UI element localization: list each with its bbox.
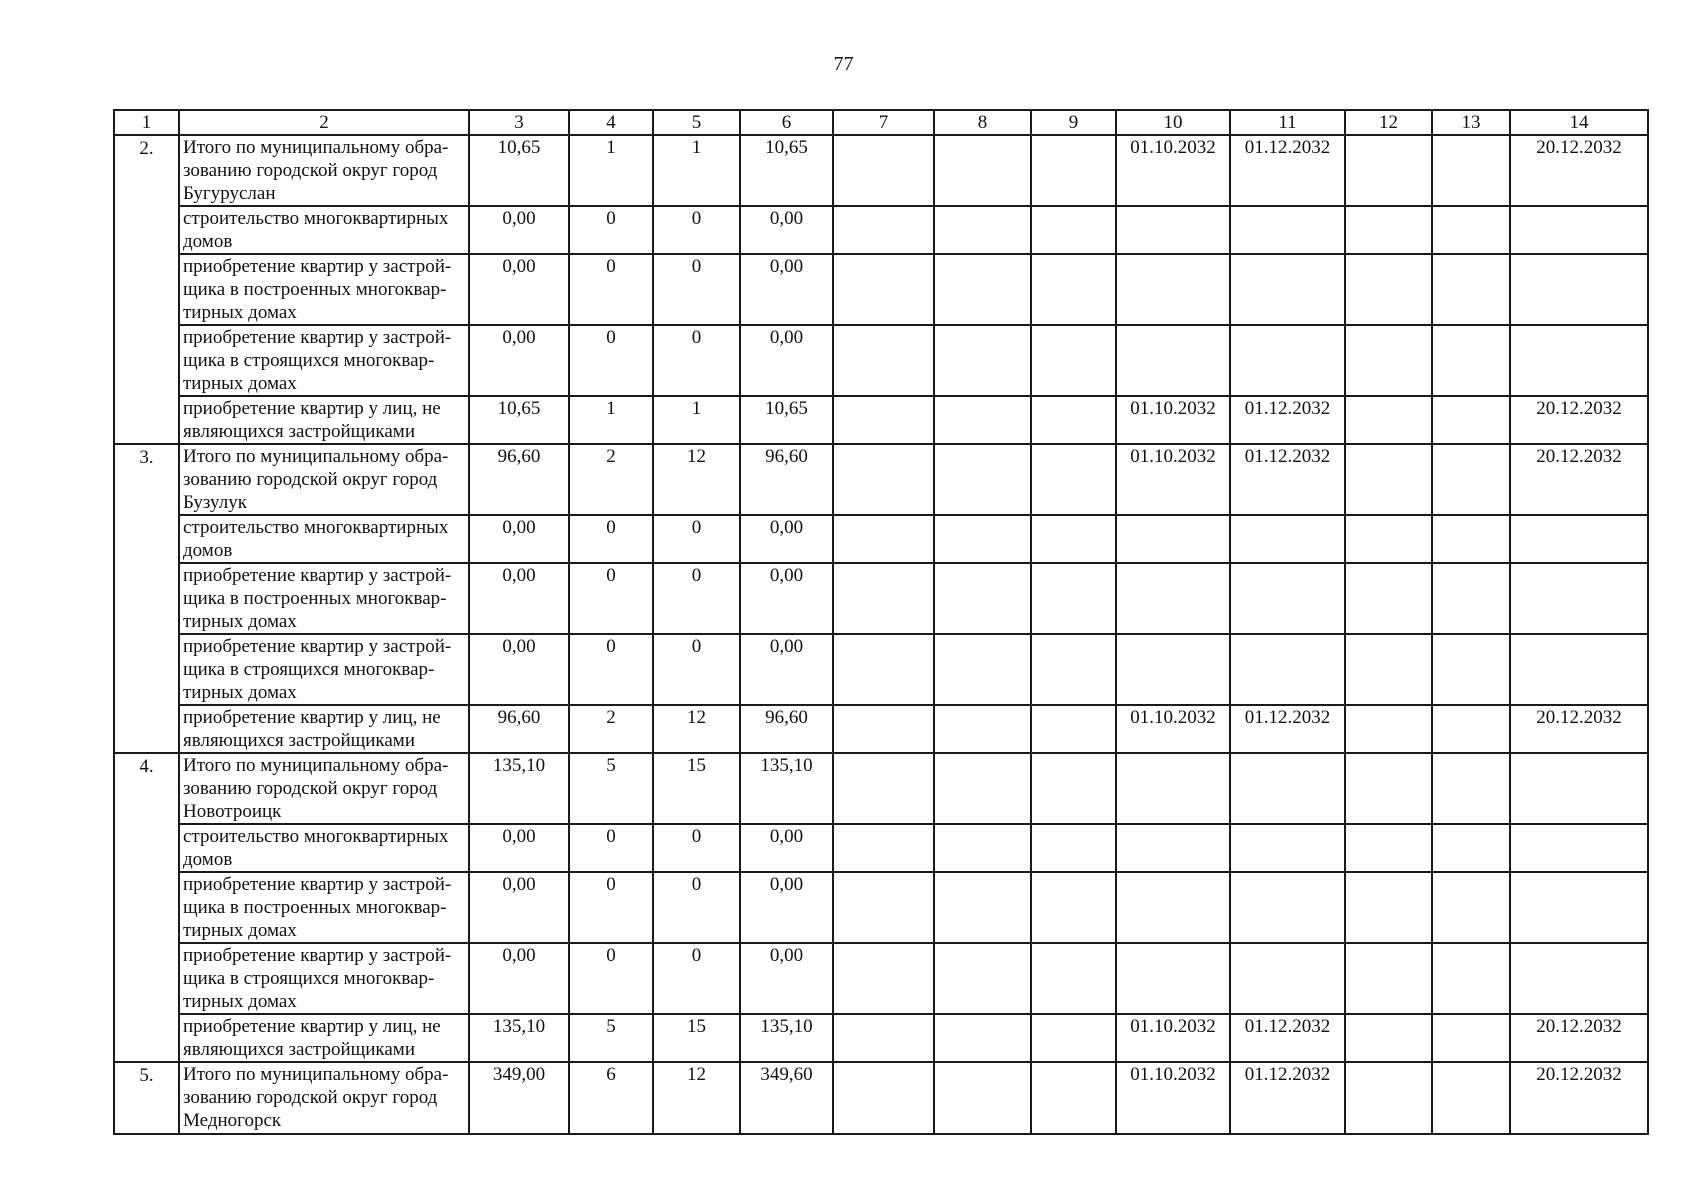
value-cell-3: 10,65: [469, 135, 569, 206]
value-cell-3: 0,00: [469, 943, 569, 1014]
value-cell-4: 2: [569, 705, 653, 753]
date-cell-11: 01.12.2032: [1230, 705, 1345, 753]
empty-cell: [934, 705, 1031, 753]
value-cell-4: 0: [569, 824, 653, 872]
value-cell-4: 0: [569, 943, 653, 1014]
date-cell-14: [1510, 206, 1648, 254]
empty-cell: [1345, 254, 1432, 325]
value-cell-4: 0: [569, 563, 653, 634]
empty-cell: [833, 705, 934, 753]
empty-cell: [833, 753, 934, 824]
value-cell-4: 0: [569, 872, 653, 943]
date-cell-10: [1116, 254, 1230, 325]
value-cell-5: 0: [653, 206, 740, 254]
column-header: 4: [569, 110, 653, 135]
empty-cell: [1031, 1014, 1116, 1062]
empty-cell: [833, 1014, 934, 1062]
empty-cell: [1031, 206, 1116, 254]
description-cell: приобретение квартир у застрой-щика в построенных многоквар-тирных домах: [179, 872, 469, 943]
empty-cell: [833, 634, 934, 705]
date-cell-10: [1116, 563, 1230, 634]
empty-cell: [1432, 1014, 1510, 1062]
value-cell-3: 0,00: [469, 206, 569, 254]
value-cell-5: 0: [653, 943, 740, 1014]
description-cell: Итого по муниципальному обра-зованию городской округ город Бузулук: [179, 444, 469, 515]
value-cell-5: 0: [653, 325, 740, 396]
value-cell-5: 15: [653, 753, 740, 824]
data-table: [113, 109, 1649, 1135]
empty-cell: [934, 824, 1031, 872]
empty-cell: [1432, 872, 1510, 943]
value-cell-3: 135,10: [469, 1014, 569, 1062]
empty-cell: [833, 254, 934, 325]
empty-cell: [934, 444, 1031, 515]
value-cell-6: 0,00: [740, 872, 833, 943]
value-cell-6: 96,60: [740, 705, 833, 753]
date-cell-14: 20.12.2032: [1510, 396, 1648, 444]
date-cell-10: [1116, 515, 1230, 563]
row-number-cell: 2.: [114, 135, 179, 444]
column-header: 5: [653, 110, 740, 135]
column-header: 6: [740, 110, 833, 135]
value-cell-4: 2: [569, 444, 653, 515]
empty-cell: [833, 1062, 934, 1134]
column-header: 14: [1510, 110, 1648, 135]
date-cell-11: [1230, 206, 1345, 254]
date-cell-10: [1116, 824, 1230, 872]
value-cell-6: 0,00: [740, 943, 833, 1014]
value-cell-4: 6: [569, 1062, 653, 1134]
description-cell: Итого по муниципальному обра-зованию городской округ город Бугуруслан: [179, 135, 469, 206]
date-cell-14: [1510, 634, 1648, 705]
value-cell-5: 0: [653, 872, 740, 943]
empty-cell: [1432, 444, 1510, 515]
page-number: 77: [833, 53, 854, 75]
description-cell: строительство многоквартирных домов: [179, 206, 469, 254]
description-cell: приобретение квартир у лиц, не являющихся застройщиками: [179, 396, 469, 444]
value-cell-3: 135,10: [469, 753, 569, 824]
value-cell-3: 96,60: [469, 444, 569, 515]
value-cell-6: 10,65: [740, 135, 833, 206]
value-cell-4: 0: [569, 634, 653, 705]
empty-cell: [1345, 634, 1432, 705]
empty-cell: [833, 444, 934, 515]
empty-cell: [1432, 206, 1510, 254]
date-cell-11: [1230, 824, 1345, 872]
table-row-total: [114, 753, 1648, 824]
value-cell-3: 349,00: [469, 1062, 569, 1134]
column-header: 1: [114, 110, 179, 135]
date-cell-11: [1230, 563, 1345, 634]
date-cell-11: [1230, 634, 1345, 705]
empty-cell: [1345, 325, 1432, 396]
empty-cell: [833, 515, 934, 563]
value-cell-4: 0: [569, 325, 653, 396]
date-cell-10: 01.10.2032: [1116, 705, 1230, 753]
empty-cell: [833, 824, 934, 872]
description-cell: Итого по муниципальному обра-зованию городской округ город Новотроицк: [179, 753, 469, 824]
column-header: 13: [1432, 110, 1510, 135]
date-cell-10: [1116, 872, 1230, 943]
empty-cell: [1345, 563, 1432, 634]
empty-cell: [934, 753, 1031, 824]
empty-cell: [1345, 872, 1432, 943]
value-cell-5: 0: [653, 515, 740, 563]
table-row: [114, 325, 1648, 396]
date-cell-14: [1510, 325, 1648, 396]
value-cell-6: 0,00: [740, 634, 833, 705]
description-cell: приобретение квартир у застрой-щика в строящихся многоквар-тирных домах: [179, 943, 469, 1014]
table-row: [114, 563, 1648, 634]
empty-cell: [1031, 753, 1116, 824]
empty-cell: [1031, 254, 1116, 325]
value-cell-4: 0: [569, 206, 653, 254]
empty-cell: [833, 943, 934, 1014]
value-cell-6: 0,00: [740, 515, 833, 563]
empty-cell: [1432, 824, 1510, 872]
empty-cell: [1345, 396, 1432, 444]
value-cell-3: 0,00: [469, 824, 569, 872]
column-header: 7: [833, 110, 934, 135]
empty-cell: [934, 325, 1031, 396]
empty-cell: [1432, 563, 1510, 634]
date-cell-11: [1230, 325, 1345, 396]
date-cell-10: 01.10.2032: [1116, 396, 1230, 444]
description-cell: приобретение квартир у застрой-щика в строящихся многоквар-тирных домах: [179, 634, 469, 705]
empty-cell: [1345, 824, 1432, 872]
description-cell: приобретение квартир у лиц, не являющихся застройщиками: [179, 1014, 469, 1062]
empty-cell: [1432, 515, 1510, 563]
value-cell-5: 0: [653, 634, 740, 705]
column-header: 2: [179, 110, 469, 135]
empty-cell: [1031, 872, 1116, 943]
date-cell-14: [1510, 872, 1648, 943]
date-cell-14: [1510, 563, 1648, 634]
empty-cell: [1031, 515, 1116, 563]
date-cell-14: [1510, 254, 1648, 325]
date-cell-14: [1510, 943, 1648, 1014]
date-cell-14: [1510, 753, 1648, 824]
date-cell-14: 20.12.2032: [1510, 135, 1648, 206]
empty-cell: [1345, 1062, 1432, 1134]
empty-cell: [934, 1014, 1031, 1062]
value-cell-4: 0: [569, 254, 653, 325]
description-cell: Итого по муниципальному обра-зованию городской округ город Медногорск: [179, 1062, 469, 1134]
value-cell-3: 0,00: [469, 254, 569, 325]
date-cell-10: 01.10.2032: [1116, 1014, 1230, 1062]
description-cell: строительство многоквартирных домов: [179, 515, 469, 563]
date-cell-14: 20.12.2032: [1510, 1062, 1648, 1134]
value-cell-5: 0: [653, 254, 740, 325]
value-cell-6: 10,65: [740, 396, 833, 444]
empty-cell: [1432, 705, 1510, 753]
table-row: [114, 515, 1648, 563]
empty-cell: [1345, 705, 1432, 753]
empty-cell: [1432, 135, 1510, 206]
column-header: 9: [1031, 110, 1116, 135]
date-cell-10: 01.10.2032: [1116, 135, 1230, 206]
value-cell-4: 5: [569, 1014, 653, 1062]
date-cell-11: 01.12.2032: [1230, 1014, 1345, 1062]
date-cell-10: [1116, 325, 1230, 396]
description-cell: строительство многоквартирных домов: [179, 824, 469, 872]
value-cell-3: 10,65: [469, 396, 569, 444]
date-cell-14: 20.12.2032: [1510, 705, 1648, 753]
table-row: [114, 824, 1648, 872]
value-cell-5: 12: [653, 705, 740, 753]
value-cell-4: 1: [569, 396, 653, 444]
column-header: 12: [1345, 110, 1432, 135]
empty-cell: [833, 325, 934, 396]
column-header: 8: [934, 110, 1031, 135]
date-cell-10: [1116, 943, 1230, 1014]
empty-cell: [1345, 753, 1432, 824]
value-cell-6: 135,10: [740, 1014, 833, 1062]
empty-cell: [1031, 135, 1116, 206]
value-cell-4: 0: [569, 515, 653, 563]
description-cell: приобретение квартир у застрой-щика в построенных многоквар-тирных домах: [179, 254, 469, 325]
value-cell-3: 0,00: [469, 325, 569, 396]
value-cell-4: 5: [569, 753, 653, 824]
value-cell-6: 96,60: [740, 444, 833, 515]
date-cell-14: [1510, 824, 1648, 872]
empty-cell: [1432, 753, 1510, 824]
date-cell-11: 01.12.2032: [1230, 1062, 1345, 1134]
empty-cell: [1031, 705, 1116, 753]
empty-cell: [1432, 943, 1510, 1014]
empty-cell: [934, 515, 1031, 563]
value-cell-3: 0,00: [469, 515, 569, 563]
value-cell-5: 12: [653, 1062, 740, 1134]
empty-cell: [934, 254, 1031, 325]
empty-cell: [1345, 135, 1432, 206]
value-cell-5: 1: [653, 135, 740, 206]
empty-cell: [1345, 444, 1432, 515]
empty-cell: [833, 206, 934, 254]
value-cell-6: 0,00: [740, 824, 833, 872]
value-cell-5: 1: [653, 396, 740, 444]
empty-cell: [1432, 634, 1510, 705]
value-cell-5: 12: [653, 444, 740, 515]
date-cell-11: 01.12.2032: [1230, 396, 1345, 444]
date-cell-14: [1510, 515, 1648, 563]
date-cell-10: [1116, 753, 1230, 824]
empty-cell: [934, 634, 1031, 705]
empty-cell: [1345, 206, 1432, 254]
date-cell-10: 01.10.2032: [1116, 444, 1230, 515]
value-cell-6: 135,10: [740, 753, 833, 824]
description-cell: приобретение квартир у лиц, не являющихся застройщиками: [179, 705, 469, 753]
value-cell-6: 0,00: [740, 325, 833, 396]
empty-cell: [934, 872, 1031, 943]
table-row: [114, 1014, 1648, 1062]
empty-cell: [1031, 396, 1116, 444]
table-row: [114, 254, 1648, 325]
value-cell-3: 0,00: [469, 634, 569, 705]
empty-cell: [1031, 563, 1116, 634]
date-cell-11: 01.12.2032: [1230, 444, 1345, 515]
empty-cell: [1031, 444, 1116, 515]
date-cell-11: [1230, 753, 1345, 824]
empty-cell: [1031, 325, 1116, 396]
row-number-cell: 4.: [114, 753, 179, 1062]
empty-cell: [1432, 254, 1510, 325]
column-header: 11: [1230, 110, 1345, 135]
empty-cell: [1345, 1014, 1432, 1062]
empty-cell: [833, 872, 934, 943]
value-cell-4: 1: [569, 135, 653, 206]
description-cell: приобретение квартир у застрой-щика в строящихся многоквар-тирных домах: [179, 325, 469, 396]
value-cell-3: 0,00: [469, 563, 569, 634]
value-cell-5: 15: [653, 1014, 740, 1062]
empty-cell: [1031, 824, 1116, 872]
table-row: [114, 396, 1648, 444]
empty-cell: [833, 135, 934, 206]
empty-cell: [1432, 396, 1510, 444]
date-cell-11: [1230, 254, 1345, 325]
date-cell-14: 20.12.2032: [1510, 1014, 1648, 1062]
date-cell-10: [1116, 206, 1230, 254]
empty-cell: [833, 563, 934, 634]
empty-cell: [934, 396, 1031, 444]
table-row-total: [114, 1062, 1648, 1134]
empty-cell: [934, 135, 1031, 206]
value-cell-3: 96,60: [469, 705, 569, 753]
empty-cell: [934, 943, 1031, 1014]
empty-cell: [934, 563, 1031, 634]
table-row: [114, 206, 1648, 254]
value-cell-5: 0: [653, 563, 740, 634]
table-row-total: [114, 135, 1648, 206]
date-cell-14: 20.12.2032: [1510, 444, 1648, 515]
empty-cell: [934, 206, 1031, 254]
row-number-cell: 5.: [114, 1062, 179, 1134]
table-row: [114, 943, 1648, 1014]
value-cell-3: 0,00: [469, 872, 569, 943]
empty-cell: [934, 1062, 1031, 1134]
value-cell-6: 0,00: [740, 254, 833, 325]
empty-cell: [1031, 634, 1116, 705]
date-cell-11: [1230, 943, 1345, 1014]
empty-cell: [1432, 1062, 1510, 1134]
date-cell-10: 01.10.2032: [1116, 1062, 1230, 1134]
empty-cell: [1031, 1062, 1116, 1134]
table-row: [114, 634, 1648, 705]
empty-cell: [1345, 515, 1432, 563]
empty-cell: [1345, 943, 1432, 1014]
date-cell-11: [1230, 515, 1345, 563]
empty-cell: [833, 396, 934, 444]
column-header: 10: [1116, 110, 1230, 135]
value-cell-6: 0,00: [740, 206, 833, 254]
date-cell-11: [1230, 872, 1345, 943]
row-number-cell: 3.: [114, 444, 179, 753]
empty-cell: [1432, 325, 1510, 396]
description-cell: приобретение квартир у застрой-щика в построенных многоквар-тирных домах: [179, 563, 469, 634]
value-cell-6: 0,00: [740, 563, 833, 634]
table-header-row: [114, 110, 1648, 135]
table-row-total: [114, 444, 1648, 515]
date-cell-10: [1116, 634, 1230, 705]
table-row: [114, 872, 1648, 943]
empty-cell: [1031, 943, 1116, 1014]
column-header: 3: [469, 110, 569, 135]
value-cell-6: 349,60: [740, 1062, 833, 1134]
date-cell-11: 01.12.2032: [1230, 135, 1345, 206]
table-row: [114, 705, 1648, 753]
value-cell-5: 0: [653, 824, 740, 872]
